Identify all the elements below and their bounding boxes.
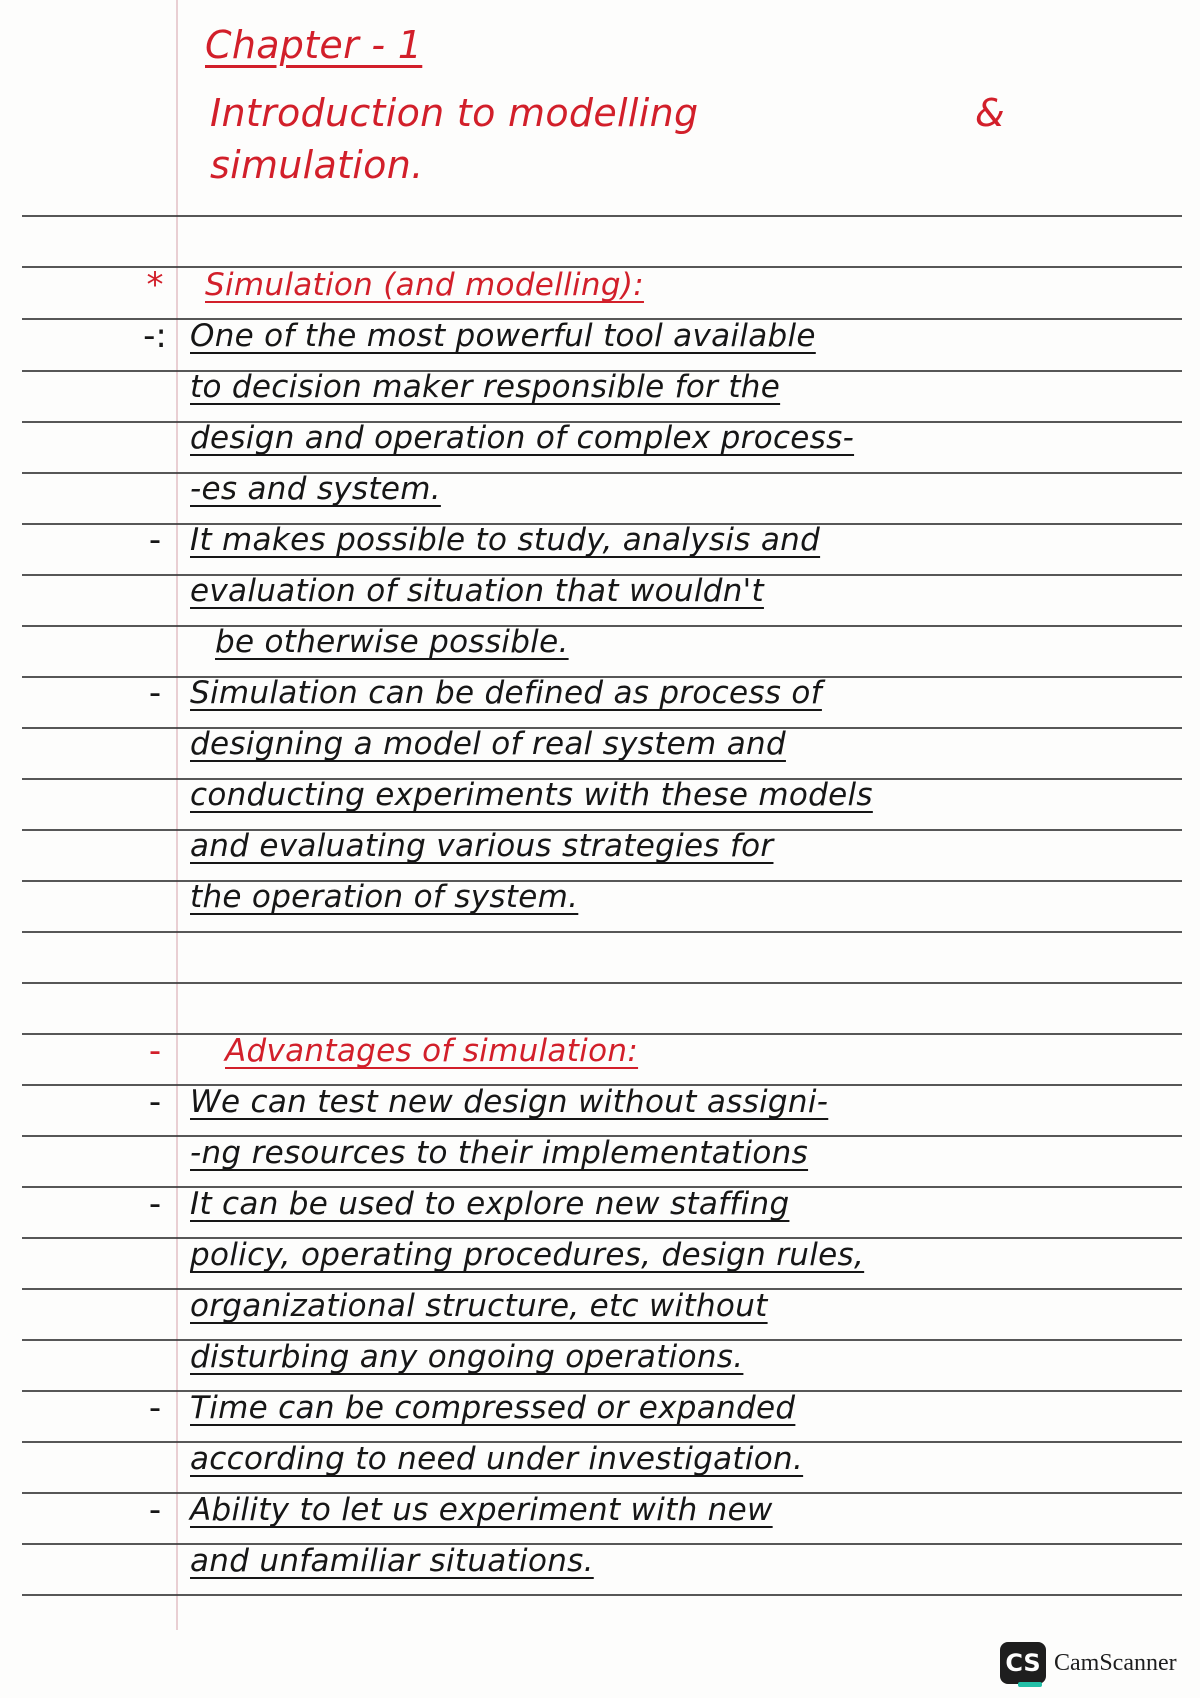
bullet-marker: -:	[143, 316, 167, 356]
chapter-title-symbol: &	[975, 91, 1005, 135]
bullet-marker: -	[148, 673, 162, 713]
bullet-marker: -	[148, 520, 162, 560]
note-line: and unfamiliar situations.	[190, 1543, 594, 1579]
section-marker: -	[148, 1031, 162, 1071]
note-line: Simulation can be defined as process of	[190, 675, 822, 711]
section-heading-simulation: Simulation (and modelling):	[205, 267, 644, 303]
section-heading-advantages: Advantages of simulation:	[225, 1033, 639, 1069]
ruled-line	[22, 215, 1182, 217]
ruled-line	[22, 1594, 1182, 1596]
bullet-marker: -	[148, 1388, 162, 1428]
note-line: organizational structure, etc without	[190, 1288, 768, 1324]
note-line: disturbing any ongoing operations.	[190, 1339, 744, 1375]
note-line: We can test new design without assigni-	[190, 1084, 829, 1120]
note-line: to decision maker responsible for the	[190, 369, 781, 405]
note-line: design and operation of complex process-	[190, 420, 855, 456]
note-line: evaluation of situation that wouldn't	[190, 573, 764, 609]
note-line: policy, operating procedures, design rules,	[190, 1237, 865, 1273]
chapter-title-line-1: Introduction to modelling	[210, 91, 699, 135]
bullet-marker: -	[148, 1490, 162, 1530]
note-line: Ability to let us experiment with new	[190, 1492, 773, 1528]
note-line: and evaluating various strategies for	[190, 828, 774, 864]
note-line: One of the most powerful tool available	[190, 318, 816, 354]
margin-line	[176, 0, 178, 1630]
note-line: It makes possible to study, analysis and	[190, 522, 821, 558]
camscanner-watermark	[1000, 1640, 1177, 1686]
note-line: conducting experiments with these models	[190, 777, 873, 813]
note-line: -es and system.	[190, 471, 441, 507]
camscanner-label: CamScanner	[1054, 1649, 1177, 1676]
star-marker: *	[146, 265, 164, 305]
note-line: It can be used to explore new staffing	[190, 1186, 790, 1222]
note-line: according to need under investigation.	[190, 1441, 804, 1477]
chapter-title-line-2: simulation.	[210, 143, 424, 187]
note-line: Time can be compressed or expanded	[190, 1390, 796, 1426]
note-line: be otherwise possible.	[215, 624, 569, 660]
camscanner-logo-icon: CS	[1000, 1642, 1046, 1684]
note-line: the operation of system.	[190, 879, 579, 915]
bullet-marker: -	[148, 1184, 162, 1224]
ruled-line	[22, 931, 1182, 933]
ruled-line	[22, 982, 1182, 984]
bullet-marker: -	[148, 1082, 162, 1122]
note-line: designing a model of real system and	[190, 726, 786, 762]
chapter-heading: Chapter - 1	[205, 23, 423, 67]
note-line: -ng resources to their implementations	[190, 1135, 809, 1171]
